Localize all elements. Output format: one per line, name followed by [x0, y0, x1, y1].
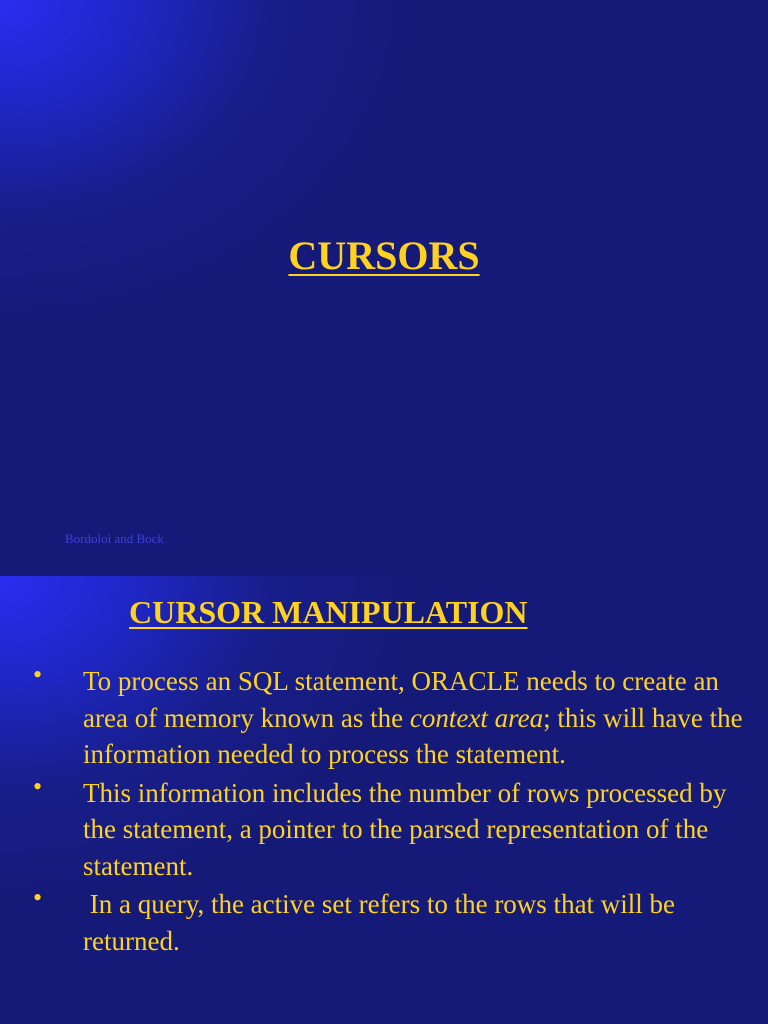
bullet-text: ; this will have the information needed to process the statement. — [83, 702, 743, 769]
slide-footer: Bordoloi and Bock — [65, 531, 164, 546]
bullet-text: This information includes the number of rows processed by the statement, a pointer to the parsed representation of the statement. — [83, 777, 727, 881]
bullet-item — [0, 883, 768, 959]
bullet-icon: • — [33, 771, 43, 801]
bullet-item — [0, 660, 768, 773]
bullet-item — [0, 771, 768, 885]
bullet-icon: • — [33, 660, 43, 689]
slide-cursor-manipulation — [0, 576, 768, 1024]
bullet-icon: • — [33, 883, 43, 912]
bullet-list — [0, 660, 768, 961]
slide-title: CURSOR MANIPULATION — [129, 594, 528, 630]
slide-title: CURSORS — [288, 233, 480, 278]
bullet-text: In a query, the active set refers to the rows that will be returned. — [83, 889, 682, 956]
bullet-emphasis: context area — [409, 702, 544, 733]
bullet-text: To process an SQL statement, ORACLE needs to create an area of memory known as the — [83, 666, 719, 733]
